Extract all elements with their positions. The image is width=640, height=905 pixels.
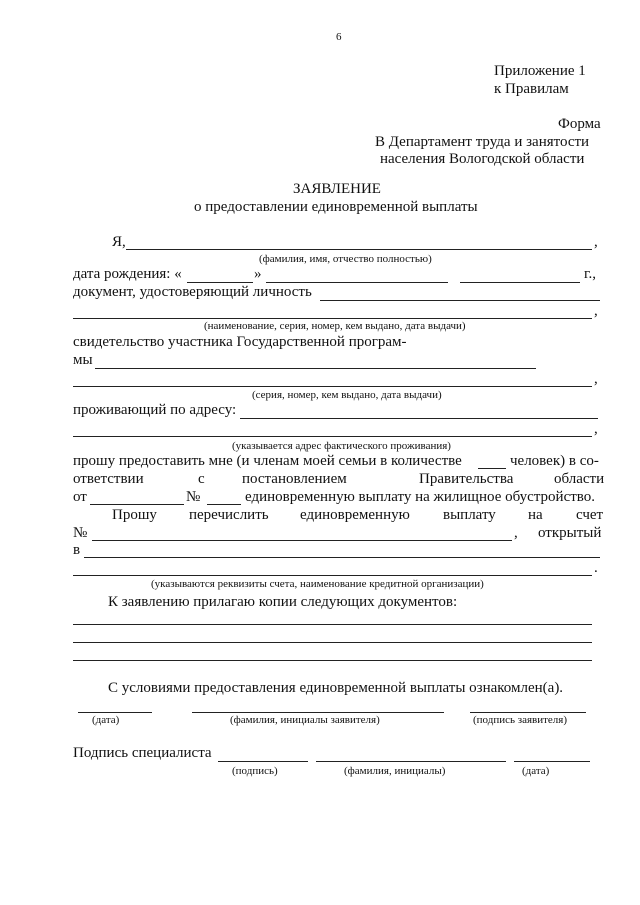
comma-3: ,	[594, 371, 598, 387]
appendix-label: Приложение 1	[494, 63, 586, 79]
certificate-line-1: свидетельство участника Государственной програм-	[73, 334, 407, 350]
request-line-1b: человек) в со-	[510, 453, 599, 469]
addressee-line-1: В Департамент труда и занятости	[375, 134, 590, 150]
dob-close-quote: »	[254, 266, 262, 282]
specialist-date-hint: (дата)	[522, 765, 550, 777]
certificate-field[interactable]	[95, 368, 536, 369]
request-line-3-rest: единовременную выплату на жилищное обустройство.	[245, 489, 596, 505]
address-label: проживающий по адресу:	[73, 402, 237, 418]
period: .	[594, 560, 598, 576]
document-subtitle: о предоставлении единовременной выплаты	[194, 199, 478, 215]
transfer-word-2: перечислить	[189, 507, 269, 523]
resolution-date-field[interactable]	[90, 504, 184, 505]
certificate-field-2[interactable]	[73, 386, 592, 387]
attach-label: К заявлению прилагаю копии следующих документов:	[108, 594, 458, 610]
year-suffix: г.,	[584, 266, 596, 282]
form-label: Форма	[558, 116, 601, 132]
id-doc-label: документ, удостоверяющий личность	[73, 284, 312, 300]
comma-5: ,	[514, 525, 518, 541]
dob-year-field[interactable]	[460, 282, 580, 283]
request-word-5: области	[554, 471, 605, 487]
request-word-1: ответствии	[73, 471, 144, 487]
bank-in-label: в	[73, 542, 81, 558]
specialist-signature-field[interactable]	[218, 761, 308, 762]
account-number-field[interactable]	[92, 540, 512, 541]
to-rules-label: к Правилам	[494, 81, 569, 97]
applicant-date-field[interactable]	[78, 712, 152, 713]
dob-month-field[interactable]	[266, 282, 448, 283]
attachment-line-3[interactable]	[73, 660, 592, 661]
bank-field-2[interactable]	[73, 575, 592, 576]
specialist-name-field[interactable]	[316, 761, 506, 762]
specialist-date-field[interactable]	[514, 761, 590, 762]
page-number: 6	[336, 31, 342, 43]
request-line-1a: прошу предоставить мне (и членам моей семьи в количестве	[73, 453, 462, 469]
specialist-label: Подпись специалиста	[73, 745, 212, 761]
opened-label: открытый	[538, 525, 602, 541]
transfer-word-5: на	[528, 507, 543, 523]
fio-field[interactable]	[126, 249, 592, 250]
certificate-line-2: мы	[73, 352, 93, 368]
transfer-word-6: счет	[576, 507, 604, 523]
addressee-line-2: населения Вологодской области	[380, 151, 585, 167]
id-doc-field[interactable]	[320, 300, 600, 301]
resolution-from-label: от	[73, 489, 87, 505]
request-word-2: с	[198, 471, 205, 487]
address-field-2[interactable]	[73, 436, 592, 437]
transfer-word-3: единовременную	[300, 507, 410, 523]
applicant-name-field[interactable]	[192, 712, 444, 713]
applicant-name-hint: (фамилия, инициалы заявителя)	[230, 714, 380, 726]
conditions-text: С условиями предоставления единовременной выплаты ознакомлен(а).	[108, 680, 564, 696]
applicant-signature-hint: (подпись заявителя)	[473, 714, 568, 726]
certificate-hint: (серия, номер, кем выдано, дата выдачи)	[252, 389, 442, 401]
resolution-no-label: №	[186, 489, 201, 505]
resolution-number-field[interactable]	[207, 504, 241, 505]
comma: ,	[594, 234, 598, 250]
id-doc-hint: (наименование, серия, номер, кем выдано, дата выдачи)	[204, 320, 466, 332]
id-doc-field-2[interactable]	[73, 318, 592, 319]
comma-2: ,	[594, 303, 598, 319]
bank-field[interactable]	[84, 557, 600, 558]
fio-hint: (фамилия, имя, отчество полностью)	[259, 253, 432, 265]
address-hint: (указывается адрес фактического проживания)	[232, 440, 451, 452]
applicant-signature-field[interactable]	[470, 712, 586, 713]
dob-label: дата рождения: «	[73, 266, 182, 282]
account-no-label: №	[73, 525, 88, 541]
dob-day-field[interactable]	[187, 282, 253, 283]
specialist-signature-hint: (подпись)	[232, 765, 278, 777]
transfer-word-1: Прошу	[112, 507, 157, 523]
family-count-field[interactable]	[478, 468, 506, 469]
attachment-line-2[interactable]	[73, 642, 592, 643]
document-title: ЗАЯВЛЕНИЕ	[293, 181, 381, 197]
transfer-word-4: выплату	[443, 507, 496, 523]
request-word-3: постановлением	[242, 471, 347, 487]
request-word-4: Правительства	[419, 471, 514, 487]
comma-4: ,	[594, 421, 598, 437]
address-field[interactable]	[240, 418, 598, 419]
date-hint: (дата)	[92, 714, 120, 726]
specialist-name-hint: (фамилия, инициалы)	[344, 765, 446, 777]
i-label: Я,	[112, 234, 126, 250]
attachment-line-1[interactable]	[73, 624, 592, 625]
bank-hint: (указываются реквизиты счета, наименование кредитной организации)	[151, 578, 484, 590]
